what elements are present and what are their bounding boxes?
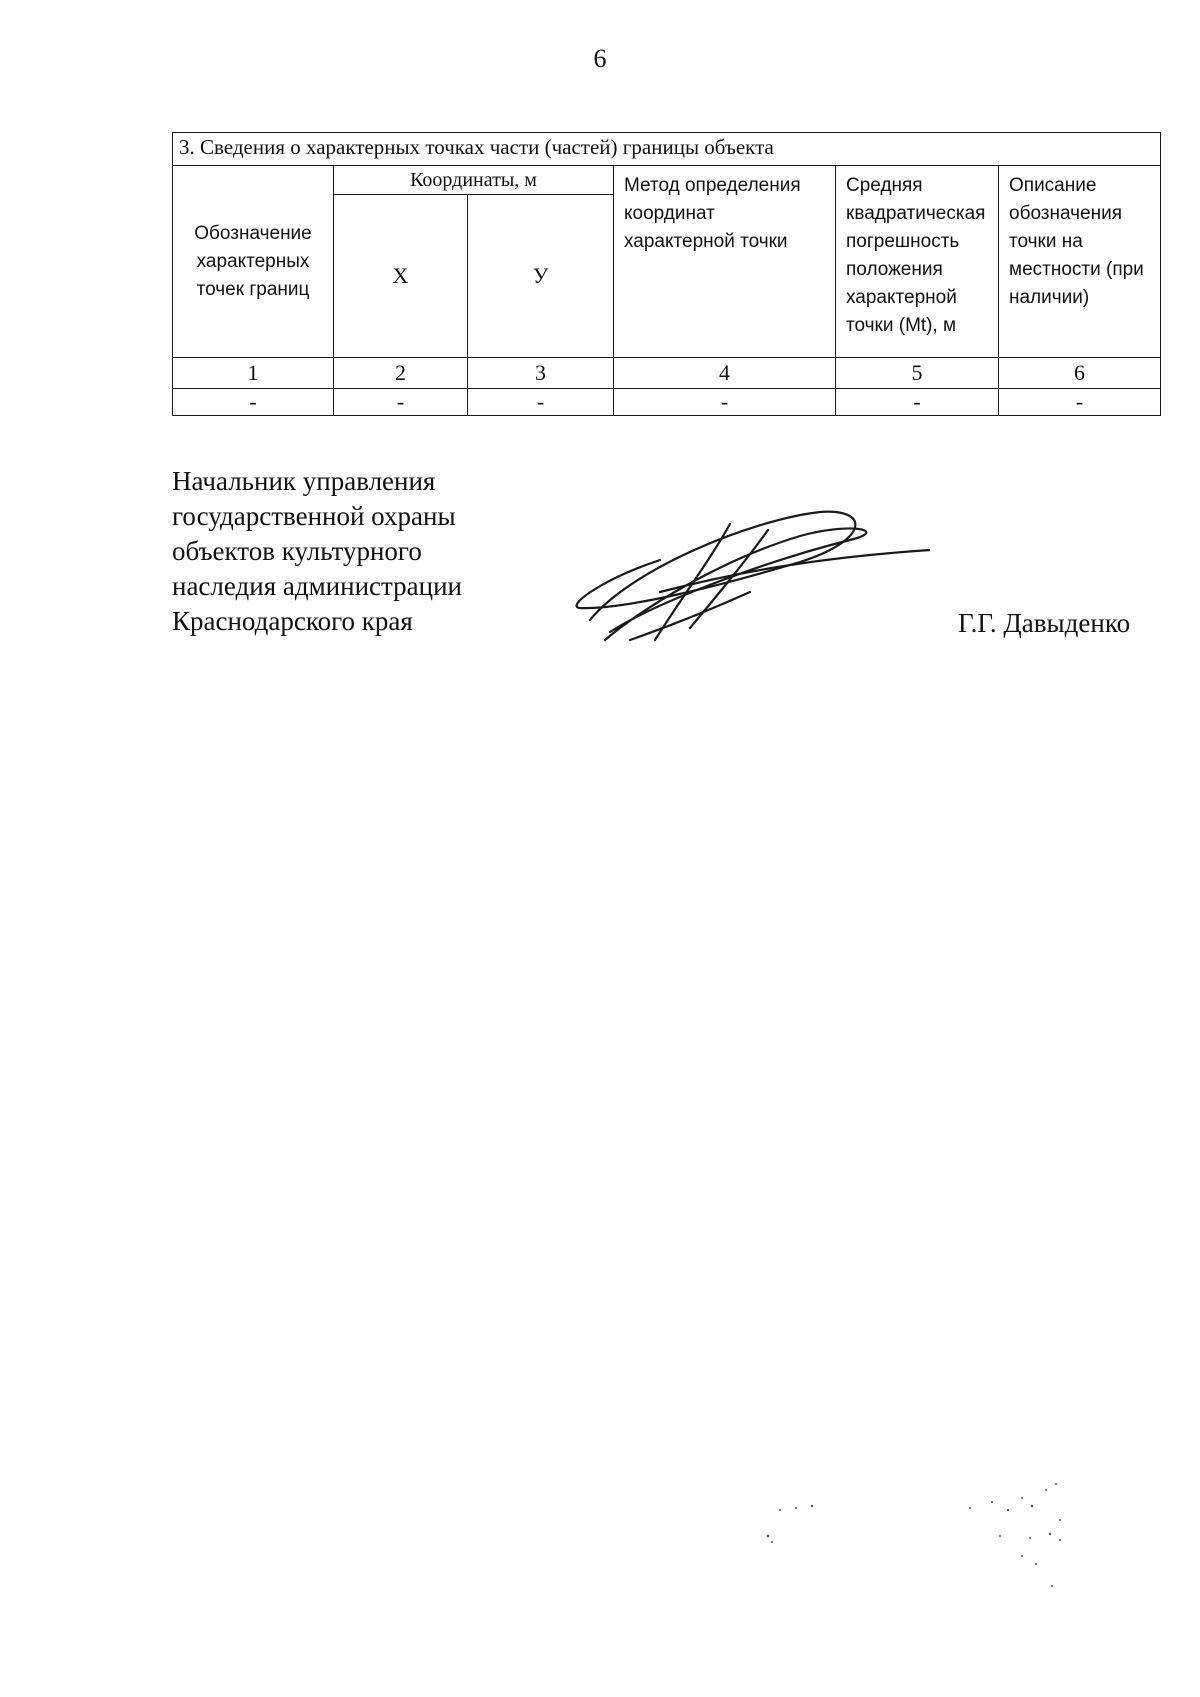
table-cell: -	[334, 389, 468, 416]
header-x: Х	[334, 195, 468, 358]
table-cell: -	[614, 389, 836, 416]
signatory-title-line: Краснодарского края	[172, 606, 413, 636]
handwritten-signature	[570, 500, 930, 660]
signatory-name: Г.Г. Давыденко	[958, 608, 1131, 638]
table-cell: -	[173, 389, 334, 416]
column-number: 3	[468, 358, 614, 389]
header-y: У	[468, 195, 614, 358]
characteristic-points-table	[172, 132, 1161, 416]
signatory-title-line: Начальник управления	[172, 466, 436, 496]
column-number: 5	[836, 358, 999, 389]
column-number: 2	[334, 358, 468, 389]
signatory-title-line: государственной охраны	[172, 501, 456, 531]
table-cell: -	[836, 389, 999, 416]
column-number: 4	[614, 358, 836, 389]
table-cell: -	[999, 389, 1161, 416]
header-point-designation: Обозначение характерных точек границ	[173, 166, 334, 358]
table-cell: -	[468, 389, 614, 416]
page-number: 6	[593, 44, 607, 73]
signatory-title-line: наследия администрации	[172, 571, 462, 601]
signatory-title	[172, 464, 462, 639]
table-caption: 3. Сведения о характерных точках части (частей) границы объекта	[173, 133, 1161, 166]
header-coordinates: Координаты, м	[334, 166, 614, 195]
header-method: Метод определения координат характерной точки	[614, 166, 836, 358]
header-mean-error: Средняя квадратическая погрешность положения характерной точки (Mt), м	[836, 166, 999, 358]
column-numbers-row	[173, 358, 1161, 389]
signatory-title-line: объектов культурного	[172, 536, 422, 566]
column-number: 1	[173, 358, 334, 389]
header-description: Описание обозначения точки на местности (при наличии)	[999, 166, 1161, 358]
table-row	[173, 389, 1161, 416]
scan-specks	[760, 1480, 1100, 1620]
column-number: 6	[999, 358, 1161, 389]
